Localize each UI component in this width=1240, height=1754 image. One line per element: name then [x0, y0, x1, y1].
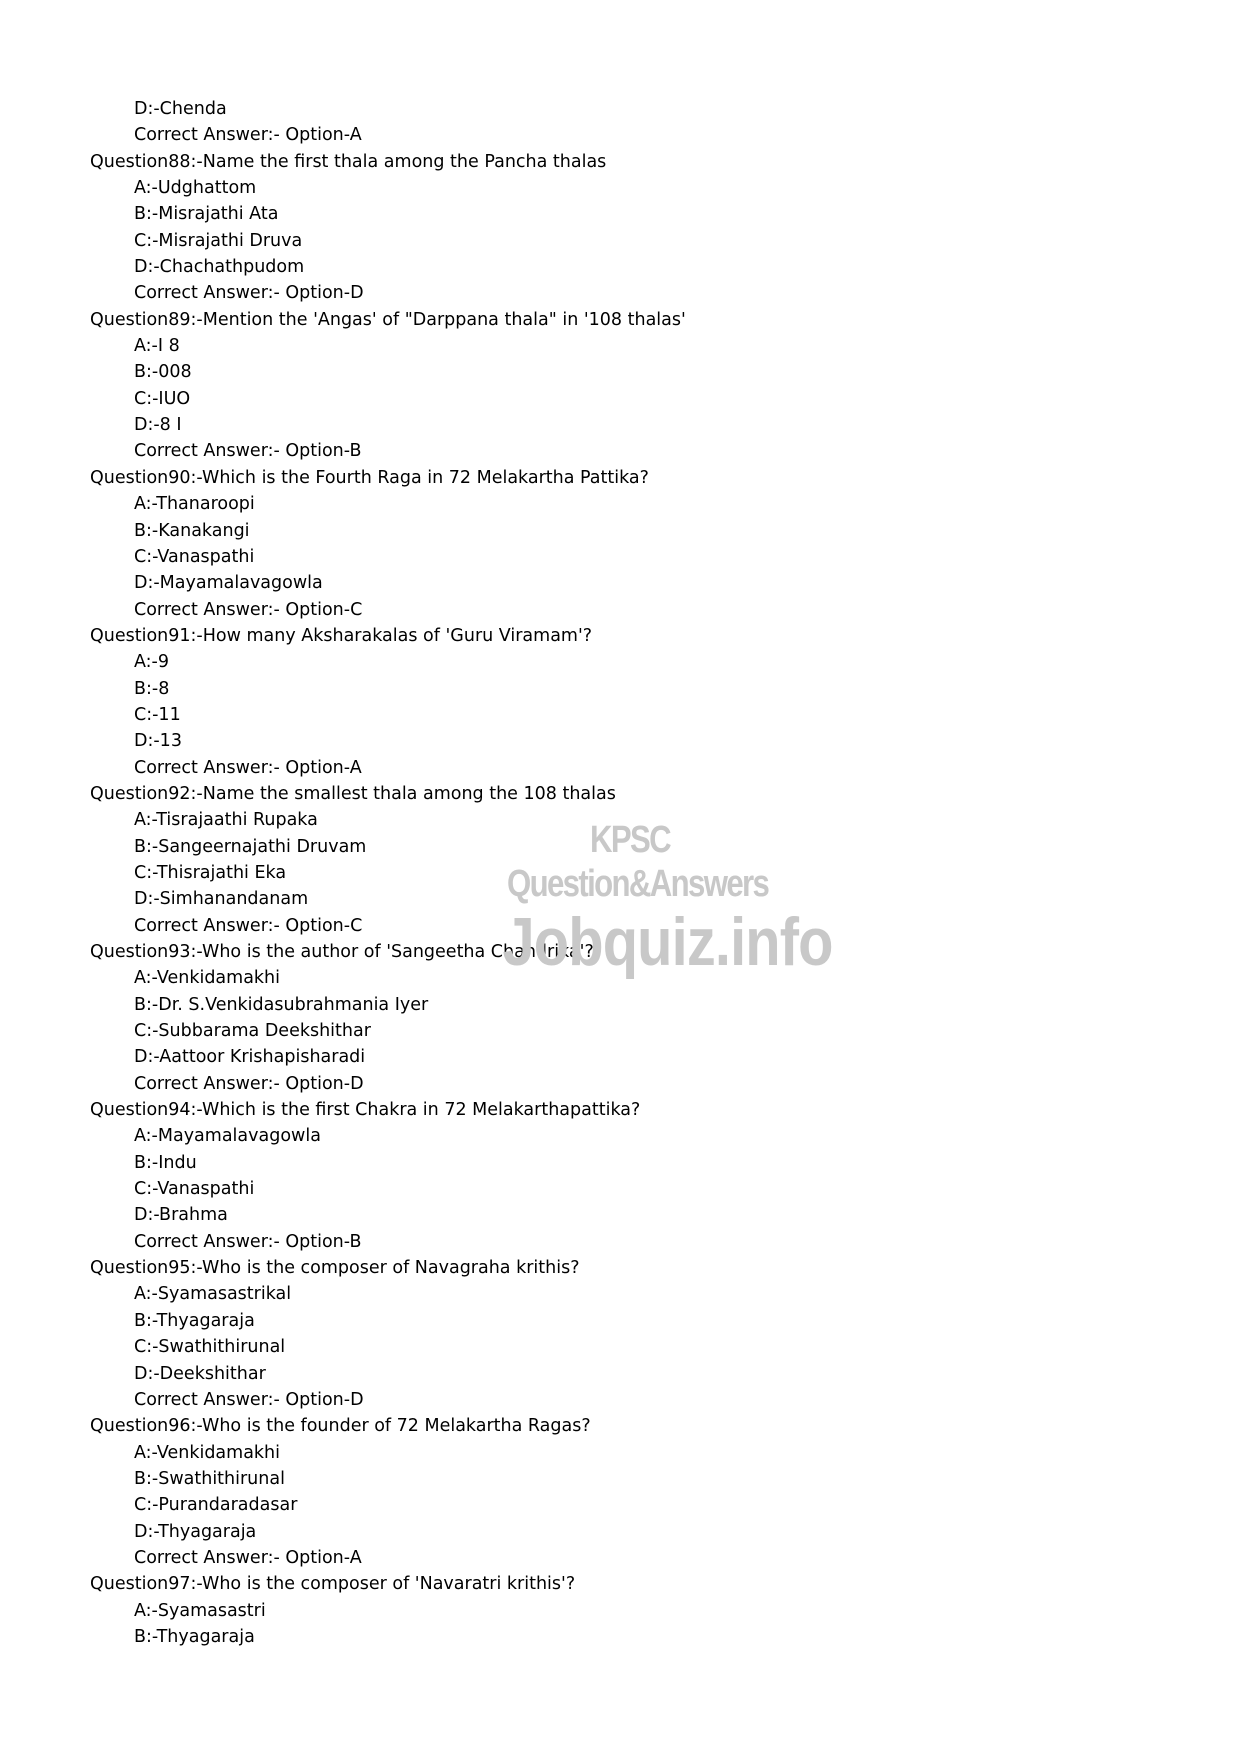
answer-option: C:-Vanaspathi [134, 1179, 255, 1200]
answer-option: C:-Thisrajathi Eka [134, 862, 287, 883]
answer-option: D:-Mayamalavagowla [134, 573, 323, 594]
correct-answer: Correct Answer:- Option-D [134, 283, 364, 304]
answer-option: B:-008 [134, 362, 192, 383]
question-list [0, 96, 1240, 1650]
answer-option: C:-Purandaradasar [134, 1495, 298, 1516]
answer-option: D:-Simhanandanam [134, 889, 309, 910]
question-text: Question90:-Which is the Fourth Raga in 72 Melakartha Pattika? [90, 467, 649, 488]
answer-option: B:-Kanakangi [134, 520, 250, 541]
answer-option: B:-Swathithirunal [134, 1468, 285, 1489]
answer-option: D:-Deekshithar [134, 1363, 266, 1384]
answer-option: D:-Brahma [134, 1205, 228, 1226]
answer-option: C:-Misrajathi Druva [134, 230, 303, 251]
correct-answer: Correct Answer:- Option-A [134, 757, 362, 778]
question-text: Question96:-Who is the founder of 72 Melakartha Ragas? [90, 1416, 591, 1437]
question-text: Question93:-Who is the author of 'Sangeetha Chandrika'? [90, 942, 594, 962]
answer-option: B:-Sangeernajathi Druvam [134, 836, 367, 857]
answer-option: C:-11 [134, 704, 181, 725]
correct-answer: Correct Answer:- Option-D [134, 1073, 364, 1094]
answer-option: C:-IUO [134, 388, 191, 409]
answer-option: A:-Venkidamakhi [134, 1442, 281, 1463]
answer-option: B:-Misrajathi Ata [134, 204, 279, 225]
answer-option: A:-Mayamalavagowla [134, 1126, 321, 1147]
answer-option: A:-I 8 [134, 336, 180, 357]
answer-option: C:-Swathithirunal [134, 1337, 286, 1358]
answer-option: D:-13 [134, 731, 182, 752]
question-text: Question88:-Name the first thala among the Pancha thalas [90, 151, 607, 172]
correct-answer: Correct Answer:- Option-D [134, 1389, 364, 1410]
watermark-line-2: Jobquiz.info [502, 904, 833, 980]
correct-answer: Correct Answer:- Option-C [134, 599, 363, 620]
correct-answer: Correct Answer:- Option-B [134, 1231, 362, 1252]
answer-option: B:-Thyagaraja [134, 1626, 255, 1647]
question-text: Question97:-Who is the composer of 'Navaratri krithis'? [90, 1574, 576, 1595]
watermark-line-1: KPSC Question&Answers [507, 819, 769, 905]
answer-option: C:-Vanaspathi [134, 546, 255, 567]
question-text: Question91:-How many Aksharakalas of 'Guru Viramam'? [90, 625, 593, 646]
question-text: Question89:-Mention the 'Angas' of "Darppana thala" in '108 thalas' [90, 309, 686, 330]
question-text: Question95:-Who is the composer of Navagraha krithis? [90, 1258, 580, 1279]
answer-option: B:-Dr. S.Venkidasubrahmania Iyer [134, 994, 429, 1015]
question-text: Question92:-Name the smallest thala among the 108 thalas [90, 783, 616, 804]
answer-option: B:-8 [134, 678, 170, 699]
answer-option: A:-Syamasastri [134, 1600, 266, 1621]
answer-option: C:-Subbarama Deekshithar [134, 1021, 371, 1042]
answer-option: B:-Indu [134, 1152, 197, 1173]
question-text: Question94:-Which is the first Chakra in 72 Melakarthapattika? [90, 1100, 641, 1121]
answer-option: A:-Venkidamakhi [134, 968, 281, 989]
answer-option: A:-Tisrajaathi Rupaka [134, 810, 318, 831]
correct-answer: Correct Answer:- Option-C [134, 915, 363, 936]
correct-answer: Correct Answer:- Option-A [134, 125, 362, 146]
answer-option: A:-Thanaroopi [134, 494, 255, 515]
answer-option: A:-9 [134, 652, 170, 673]
answer-option: D:-Thyagaraja [134, 1521, 257, 1542]
correct-answer: Correct Answer:- Option-A [134, 1547, 362, 1568]
correct-answer: Correct Answer:- Option-B [134, 441, 362, 462]
answer-option: D:-8 I [134, 415, 182, 436]
answer-option: A:-Udghattom [134, 178, 257, 199]
answer-option: A:-Syamasastrikal [134, 1284, 292, 1305]
answer-option: B:-Thyagaraja [134, 1310, 255, 1331]
answer-option: D:-Chachathpudom [134, 257, 305, 278]
answer-option: D:-Aattoor Krishapisharadi [134, 1047, 366, 1068]
answer-option: D:-Chenda [134, 99, 227, 119]
